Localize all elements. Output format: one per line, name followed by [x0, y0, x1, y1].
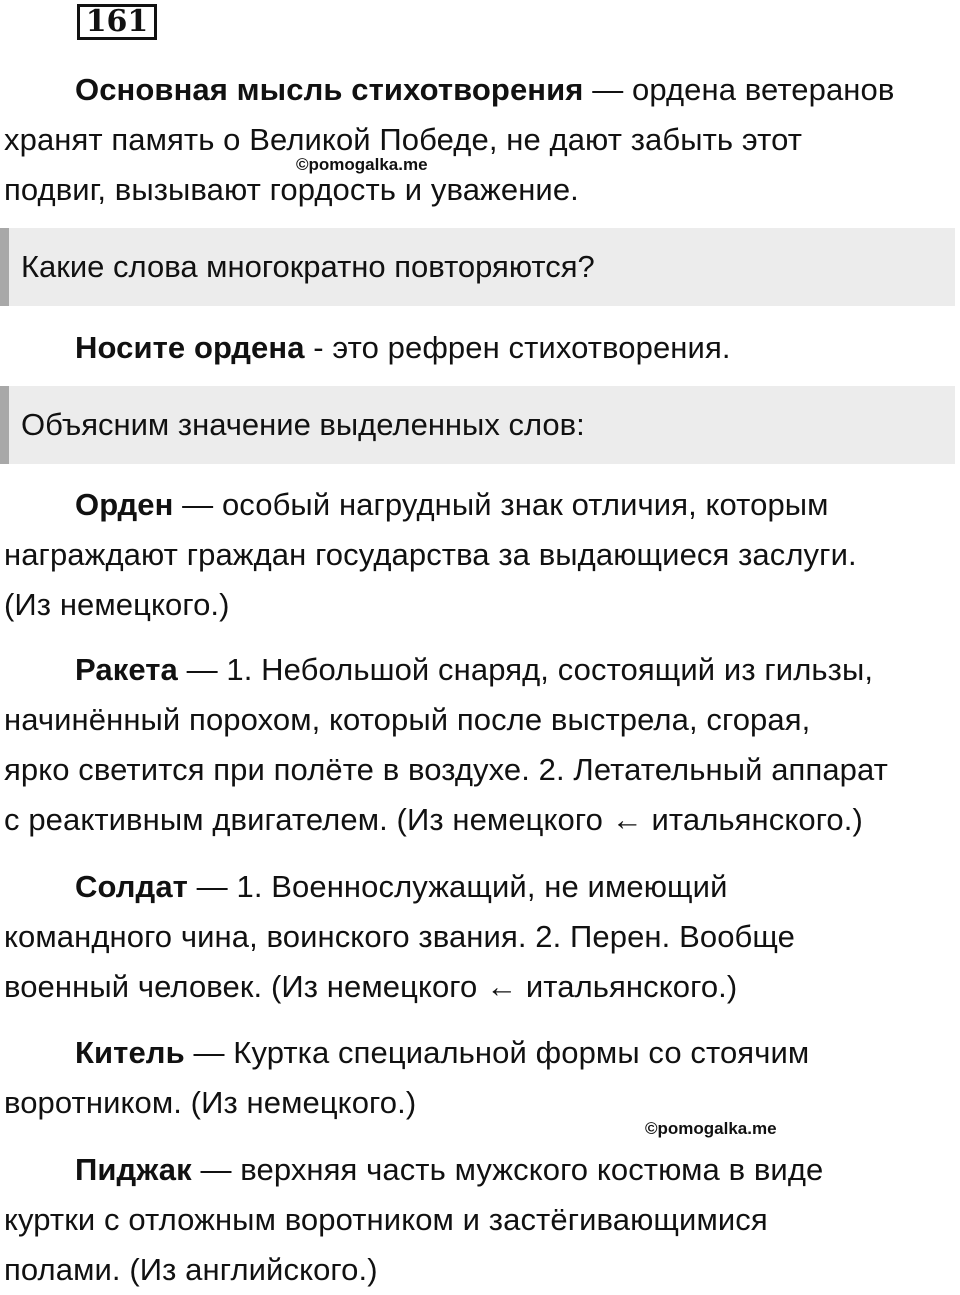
definition-line: награждают граждан государства за выдающиеся заслуги.	[4, 537, 857, 572]
definition-line: воротником. (Из немецкого.)	[4, 1085, 417, 1120]
definition-soldat	[4, 862, 956, 1012]
definition-term: Орден	[75, 487, 174, 522]
definition-text: — Куртка специальной формы со стоячим	[184, 1035, 810, 1070]
definition-term: Ракета	[75, 652, 178, 687]
definition-orden	[4, 480, 956, 630]
definition-term: Пиджак	[75, 1152, 192, 1187]
main-idea-line1: — ордена ветеранов	[583, 72, 895, 107]
definition-text: — 1. Небольшой снаряд, состоящий из гильзы,	[177, 652, 874, 687]
question-box-2: Объясним значение выделенных слов:	[0, 386, 955, 464]
definition-text: — верхняя часть мужского костюма в виде	[191, 1152, 824, 1187]
main-idea-term: Основная мысль стихотворения	[75, 72, 584, 107]
watermark-bottom: ©pomogalka.me	[645, 1119, 777, 1138]
definition-line: куртки с отложным воротником и застёгивающимися	[4, 1202, 768, 1237]
definition-line: начинённый порохом, который после выстрела, сгорая,	[4, 702, 811, 737]
definition-line: (Из немецкого.)	[4, 587, 230, 622]
definition-raketa	[4, 645, 956, 845]
definition-line: с реактивным двигателем. (Из немецкого ← итальянского.)	[4, 802, 863, 837]
refrain-term: Носите ордена	[75, 330, 305, 365]
main-idea-paragraph	[4, 65, 956, 215]
definition-kitel	[4, 1028, 956, 1128]
main-idea-line2: хранят память о Великой Победе, не дают забыть этот	[4, 122, 803, 157]
refrain-text: - это рефрен стихотворения.	[304, 330, 731, 365]
main-idea-line3: подвиг, вызывают гордость и уважение.	[4, 172, 579, 207]
definition-term: Китель	[75, 1035, 185, 1070]
definition-line: полами. (Из английского.)	[4, 1252, 378, 1287]
definition-text: — 1. Военнослужащий, не имеющий	[187, 869, 728, 904]
task-number: 161	[77, 4, 157, 40]
definition-term: Солдат	[75, 869, 188, 904]
definition-line: военный человек. (Из немецкого ← итальянского.)	[4, 969, 738, 1004]
definition-line: ярко светится при полёте в воздухе. 2. Летательный аппарат	[4, 752, 888, 787]
definition-pidzhak	[4, 1145, 956, 1295]
definition-text: — особый нагрудный знак отличия, которым	[173, 487, 829, 522]
definition-line: командного чина, воинского звания. 2. Перен. Вообще	[4, 919, 795, 954]
watermark-top: ©pomogalka.me	[296, 155, 428, 174]
question-box-1: Какие слова многократно повторяются?	[0, 228, 955, 306]
refrain-paragraph	[4, 323, 956, 373]
